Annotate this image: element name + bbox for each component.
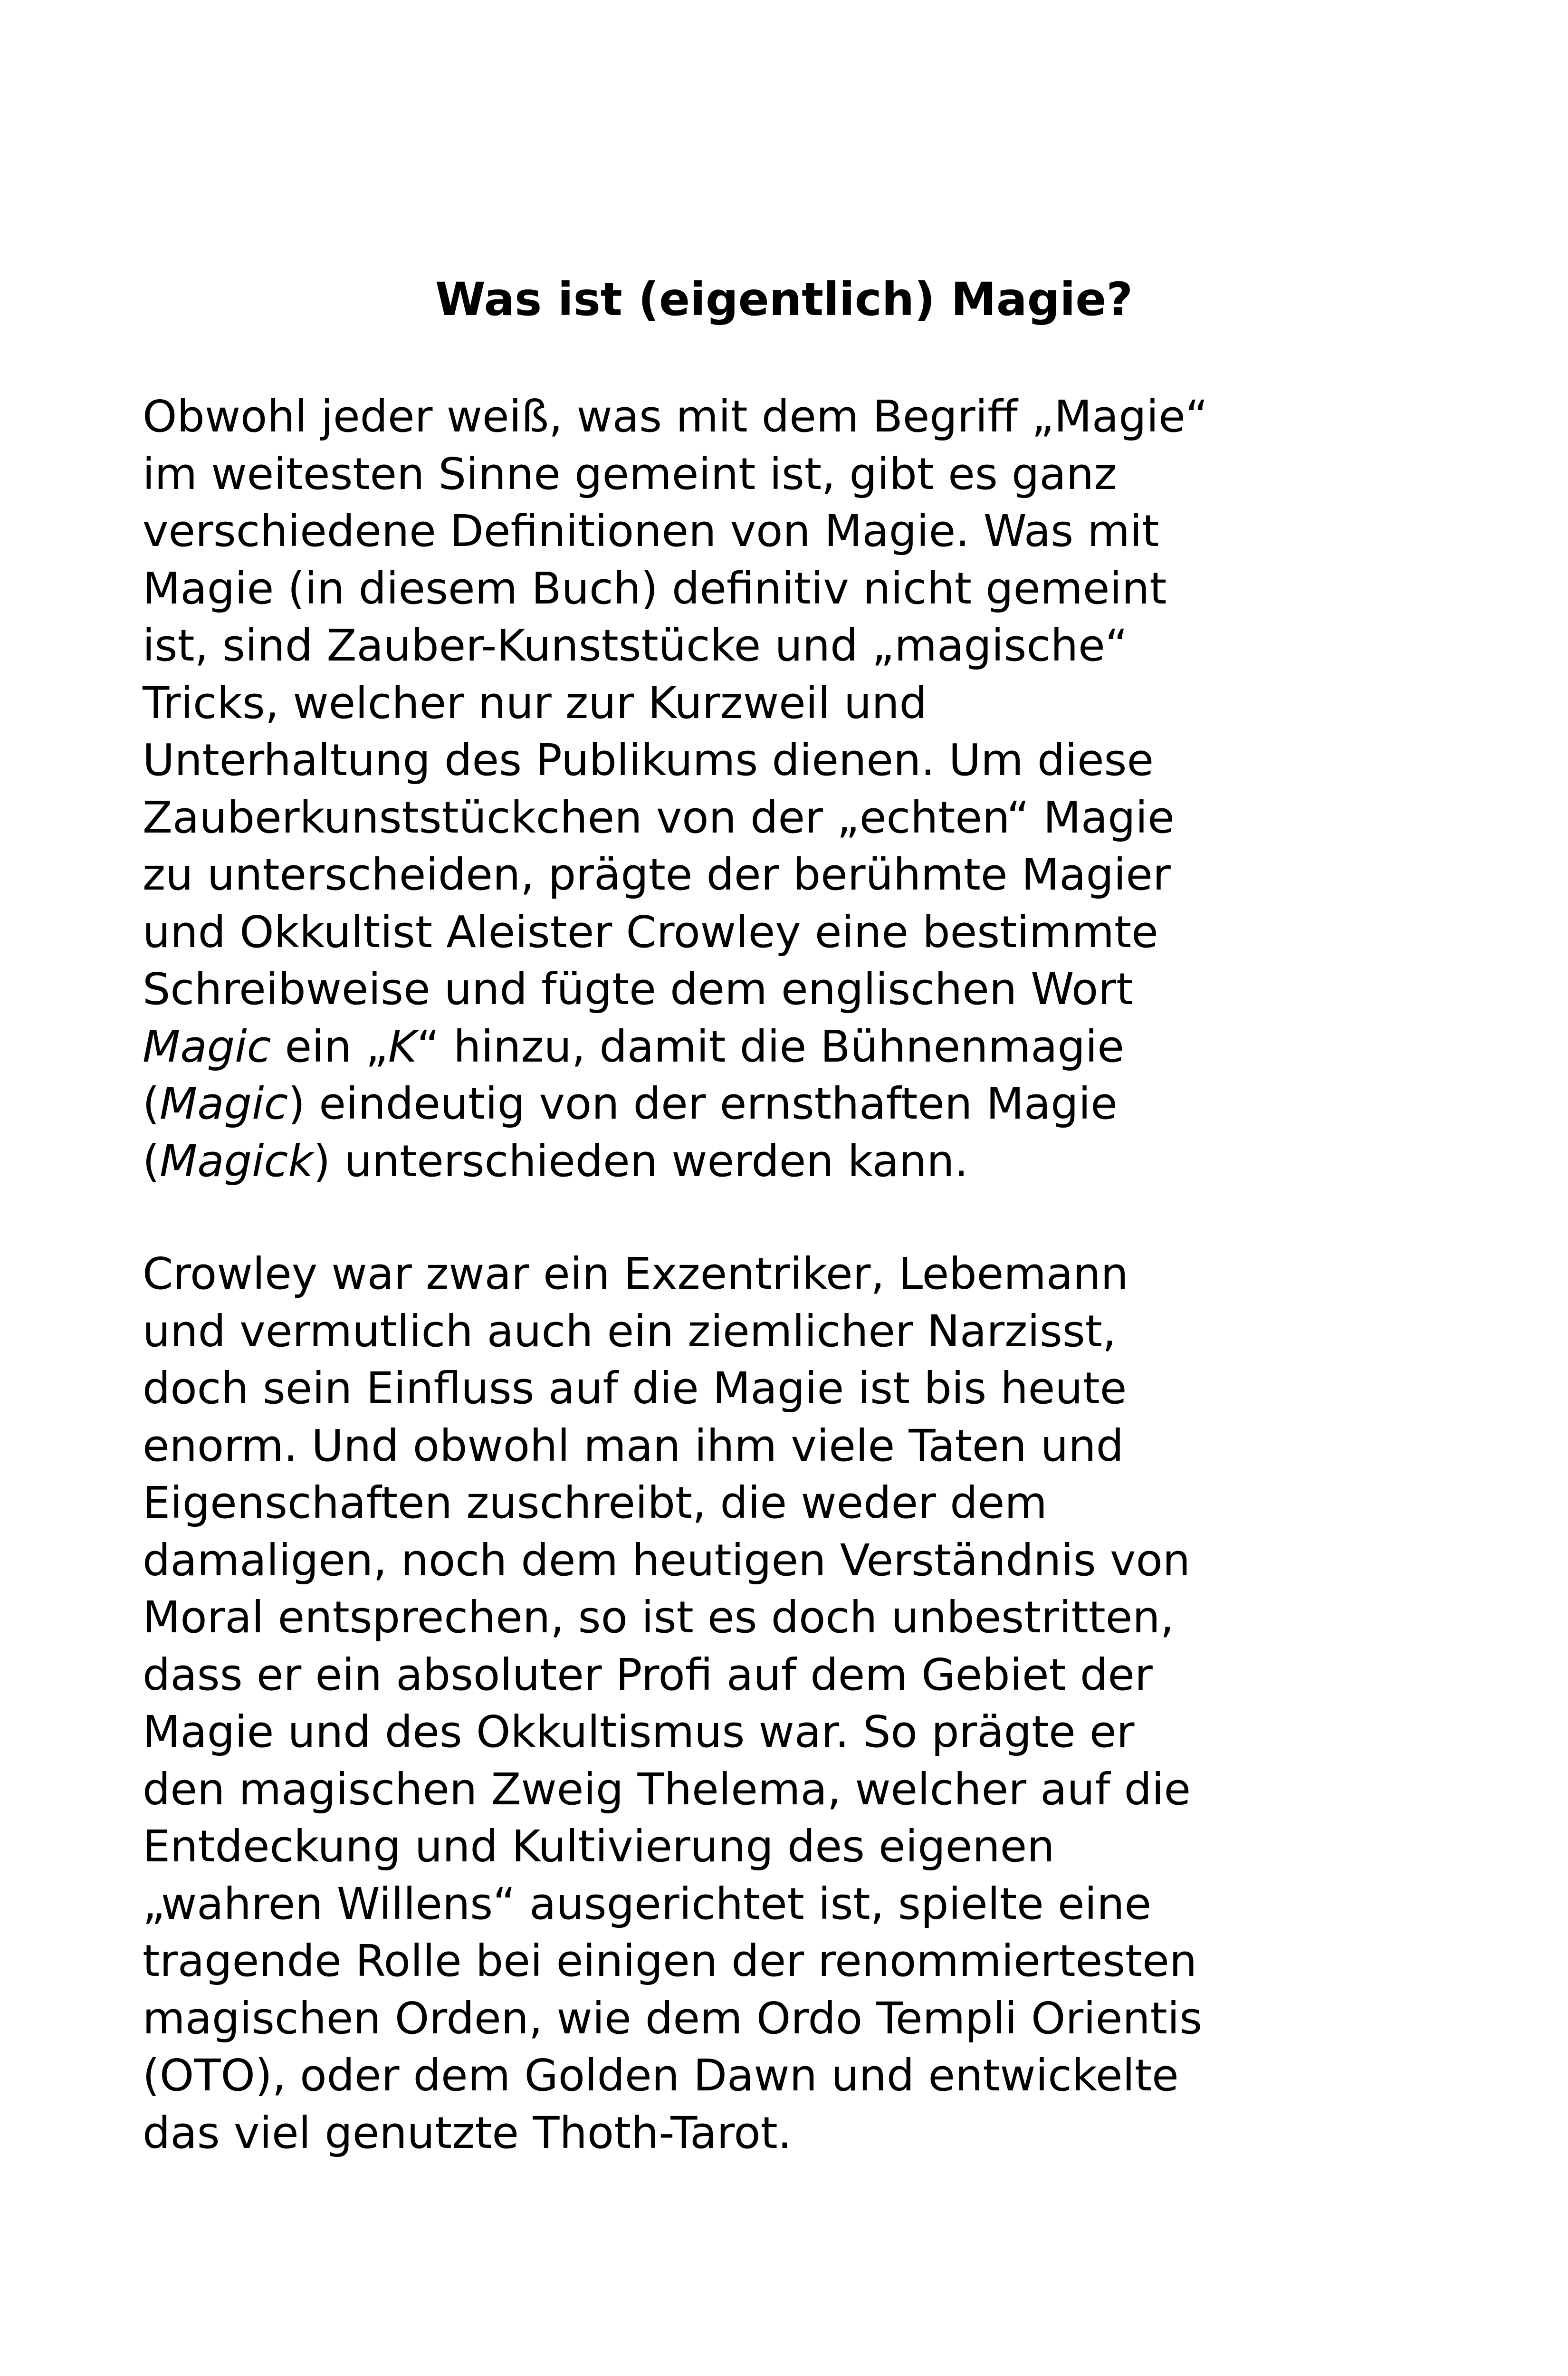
text-line: Eigenschaften zuschreibt, die weder dem: [143, 1477, 1047, 1528]
text-line: Moral entsprechen, so ist es doch unbestritten,: [143, 1592, 1174, 1643]
text-line: Crowley war zwar ein Exzentriker, Lebemann: [143, 1248, 1128, 1299]
text-fragment: ein „: [271, 1021, 388, 1072]
text-line: und vermutlich auch ein ziemlicher Narzisst,: [143, 1305, 1117, 1357]
text-line: magischen Orden, wie dem Ordo Templi Orientis: [143, 1993, 1203, 2044]
text-line-with-italics: [143, 1018, 1208, 1076]
text-line: Magie (in diesem Buch) definitiv nicht gemeint: [143, 563, 1167, 614]
page-title: Was ist (eigentlich) Magie?: [435, 273, 1133, 326]
text-line: enorm. Und obwohl man ihm viele Taten und: [143, 1420, 1124, 1471]
text-line: Entdeckung und Kultivierung des eigenen: [143, 1821, 1055, 1872]
text-line: im weitesten Sinne gemeint ist, gibt es ganz: [143, 448, 1117, 499]
text-fragment: ) unterschieden werden kann.: [313, 1135, 968, 1187]
text-line: doch sein Einfluss auf die Magie ist bis heute: [143, 1363, 1127, 1414]
text-line: Unterhaltung des Publikums dienen. Um diese: [143, 735, 1154, 786]
text-line-with-italics: [143, 1133, 1208, 1190]
text-line: dass er ein absoluter Profi auf dem Gebiet der: [143, 1649, 1153, 1700]
text-line: verschiedene Definitionen von Magie. Was mit: [143, 506, 1159, 556]
text-line: das viel genutzte Thoth-Tarot.: [143, 2107, 792, 2158]
text-line: damaligen, noch dem heutigen Verständnis von: [143, 1534, 1191, 1586]
italic-term: Magic: [159, 1078, 288, 1129]
text-line: Magie und des Okkultismus war. So prägte er: [143, 1706, 1135, 1757]
text-fragment: ) eindeutig von der ernsthaften Magie: [288, 1078, 1118, 1129]
text-line: und Okkultist Aleister Crowley eine bestimmte: [143, 906, 1158, 958]
text-line: Zauberkunststückchen von der „echten“ Magie: [143, 792, 1175, 843]
italic-term: Magick: [159, 1135, 314, 1187]
italic-term: Magic: [143, 1021, 271, 1072]
text-line: „wahren Willens“ ausgerichtet ist, spielte eine: [143, 1878, 1152, 1929]
paragraph-2: [143, 1245, 1202, 2162]
text-fragment: (: [143, 1078, 160, 1129]
text-line: zu unterscheiden, prägte der berühmte Magier: [143, 849, 1171, 900]
text-fragment: “ hinzu, damit die Bühnenmagie: [417, 1021, 1125, 1072]
text-line: den magischen Zweig Thelema, welcher auf die: [143, 1763, 1191, 1815]
text-line: (OTO), oder dem Golden Dawn und entwickelte: [143, 2050, 1179, 2101]
paragraph-1: [143, 388, 1208, 1190]
text-line-with-italics: [143, 1075, 1208, 1133]
text-line: Schreibweise und fügte dem englischen Wort: [143, 964, 1134, 1015]
text-line: tragende Rolle bei einigen der renommiertesten: [143, 1935, 1197, 1986]
text-line: ist, sind Zauber-Kunststücke und „magische“: [143, 620, 1128, 671]
text-line: Tricks, welcher nur zur Kurzweil und: [143, 677, 927, 728]
italic-term: K: [388, 1021, 417, 1072]
text-line: Obwohl jeder weiß, was mit dem Begriff „Magie“: [143, 391, 1208, 442]
text-fragment: (: [143, 1135, 160, 1187]
